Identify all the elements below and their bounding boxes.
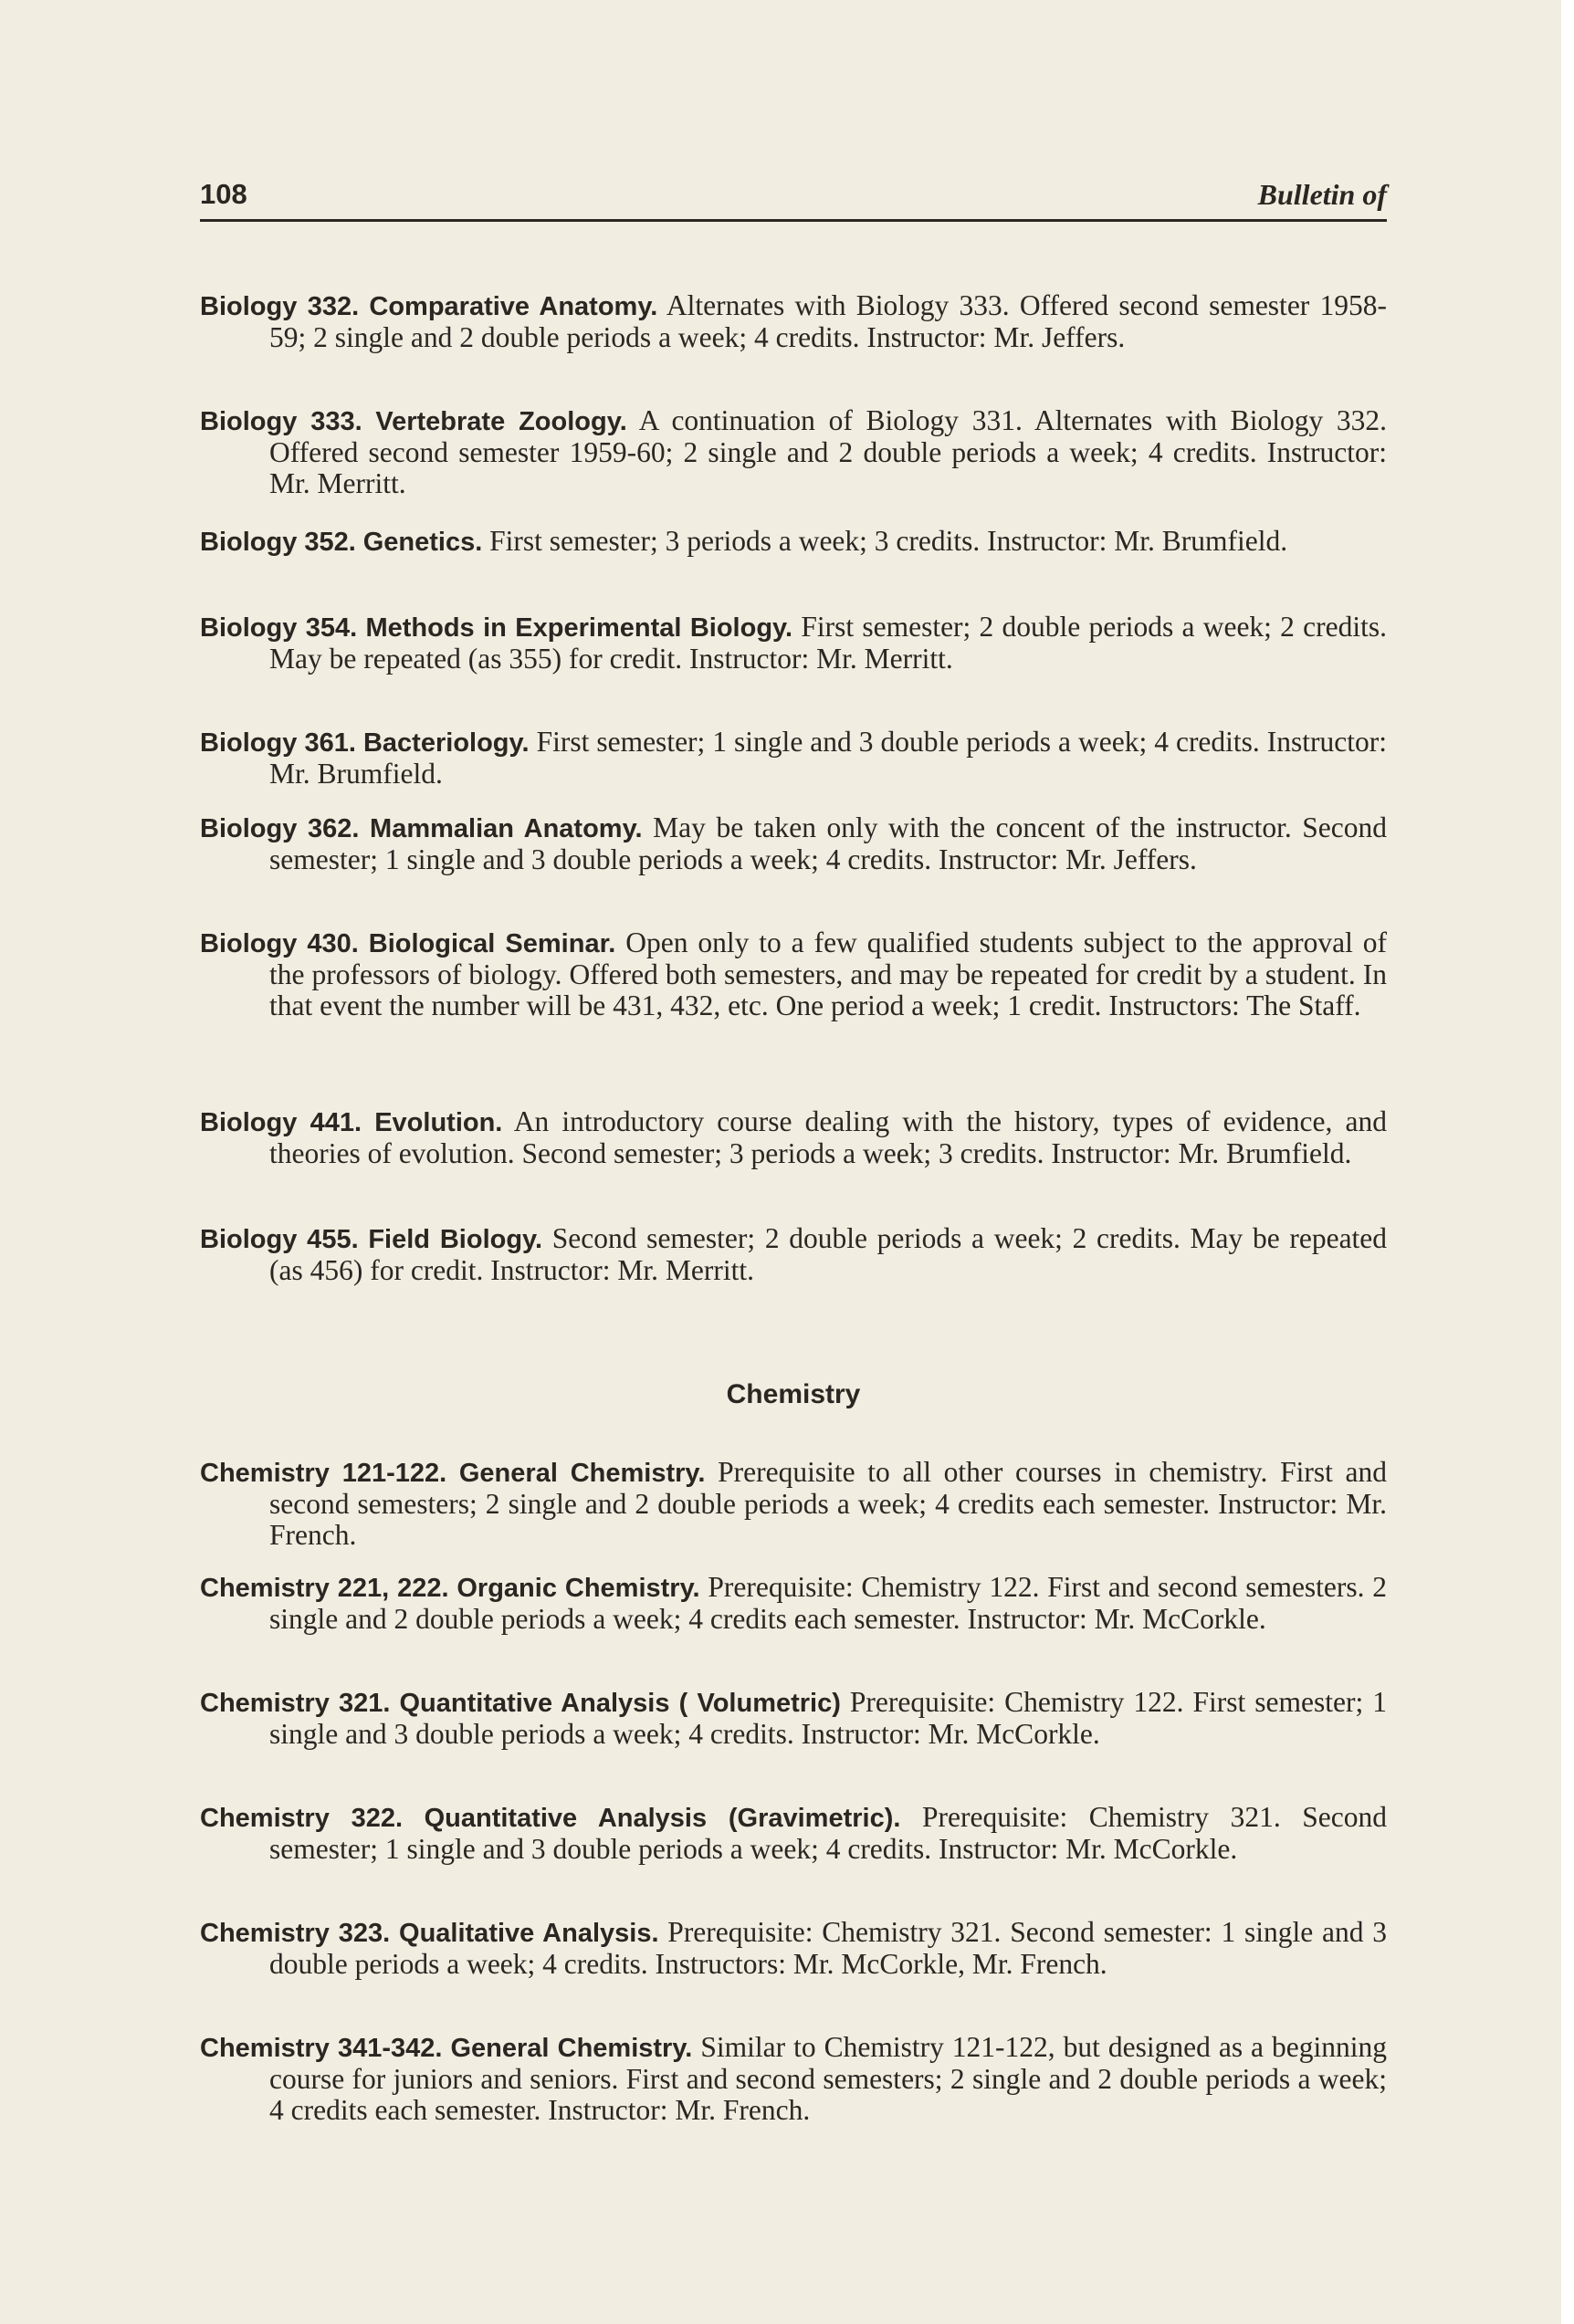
course-entry — [200, 612, 1387, 675]
course-title: Vertebrate Zoology. — [375, 407, 627, 436]
course-title: Mammalian Anatomy. — [370, 814, 643, 843]
course-title: Quantitative Analysis ( Volumetric) — [399, 1689, 841, 1718]
course-entry — [200, 405, 1387, 499]
course-description: Prerequisite to all other courses in chemistry. First and second semesters; 2 single and 2 double periods a week; 4 credits each semester. Instructor: Mr. French. — [269, 1456, 1388, 1551]
course-description: First semester; 2 double periods a week; 2 credits. May be repeated (as 355) for credit. Instructor: Mr. Merritt. — [269, 611, 1387, 675]
course-number: Chemistry 121-122. — [200, 1459, 447, 1488]
course-description: Prerequisite: Chemistry 321. Second semester: 1 single and 3 double periods a week; 4 credits. Instructors: Mr. McCorkle, Mr. French. — [269, 1916, 1387, 1980]
page-edge — [1561, 0, 1574, 2324]
course-number: Chemistry 221, 222. — [200, 1574, 449, 1603]
course-title: Methods in Experimental Biology. — [365, 613, 793, 643]
course-entry — [200, 1457, 1387, 1551]
section-heading-chemistry: Chemistry — [726, 1379, 861, 1409]
course-entry — [200, 1917, 1387, 1980]
course-title: Genetics. — [362, 528, 483, 557]
course-title: Organic Chemistry. — [456, 1574, 700, 1603]
course-number: Biology 333. — [200, 407, 362, 436]
course-entry — [200, 290, 1387, 353]
header-rule — [200, 219, 1387, 222]
course-description: Open only to a few qualified students subject to the approval of the professors of biology. Offered both semesters, and may be repeated for credit by a student. In that event the number will be 431, 432, etc. One period a week; 1 credit. Instructors: The Staff. — [269, 926, 1387, 1021]
course-entry — [200, 526, 1387, 558]
course-number: Biology 441. — [200, 1108, 362, 1137]
course-description: First semester; 1 single and 3 double periods a week; 4 credits. Instructor: Mr. Brumfield. — [269, 726, 1388, 790]
course-description: Prerequisite: Chemistry 122. First semester; 1 single and 3 double periods a week; 4 credits. Instructor: Mr. McCorkle. — [269, 1686, 1388, 1750]
course-title: Quantitative Analysis (Gravimetric). — [424, 1804, 901, 1833]
course-number: Biology 361. — [200, 728, 356, 758]
course-description: Prerequisite: Chemistry 122. First and second semesters. 2 single and 2 double periods a week; 4 credits each semester. Instructor: Mr. McCorkle. — [269, 1571, 1388, 1635]
course-description: A continuation of Biology 331. Alternates with Biology 332. Offered second semester 1959-60; 2 single and 2 double periods a week; 4 credits. Instructor: Mr. Merritt. — [269, 404, 1388, 499]
course-title: Bacteriology. — [362, 728, 530, 758]
course-number: Biology 430. — [200, 929, 359, 958]
course-number: Biology 362. — [200, 814, 360, 843]
course-entry — [200, 2032, 1387, 2126]
course-entry — [200, 1106, 1387, 1169]
course-entry — [200, 1687, 1387, 1750]
course-title: Field Biology. — [368, 1225, 543, 1254]
course-number: Biology 332. — [200, 292, 360, 321]
course-title: Evolution. — [374, 1108, 503, 1137]
course-description: Second semester; 2 double periods a week; 2 credits. May be repeated (as 456) for credit. Instructor: Mr. Merritt. — [269, 1222, 1388, 1286]
course-number: Biology 352. — [200, 528, 356, 557]
course-number: Chemistry 322. — [200, 1804, 404, 1833]
course-title: General Chemistry. — [458, 1459, 706, 1488]
course-title: Comparative Anatomy. — [369, 292, 658, 321]
course-number: Chemistry 321. — [200, 1689, 391, 1718]
course-description: An introductory course dealing with the history, types of evidence, and theories of evolution. Second semester; 3 periods a week; 3 credits. Instructor: Mr. Brumfield. — [269, 1105, 1387, 1169]
course-description: Alternates with Biology 333. Offered second semester 1958-59; 2 single and 2 double periods a week; 4 credits. Instructor: Mr. Jeffers. — [269, 289, 1387, 353]
course-entry — [200, 727, 1387, 790]
course-description: Similar to Chemistry 121-122, but designed as a beginning course for juniors and seniors. First and second semesters; 2 single and 2 double periods a week; 4 credits each semester. Instructor: Mr. French. — [269, 2031, 1388, 2126]
course-number: Biology 455. — [200, 1225, 359, 1254]
course-title: General Chemistry. — [450, 2034, 693, 2063]
course-number: Chemistry 341-342. — [200, 2034, 443, 2063]
course-title: Qualitative Analysis. — [399, 1919, 659, 1948]
course-entry — [200, 1223, 1387, 1286]
page-number: 108 — [200, 178, 247, 210]
course-entry — [200, 1572, 1387, 1635]
page-header — [200, 172, 1387, 217]
running-title: Bulletin of — [1257, 178, 1387, 211]
course-entry — [200, 812, 1387, 875]
course-number: Chemistry 323. — [200, 1919, 391, 1948]
course-number: Biology 354. — [200, 613, 358, 643]
course-entry — [200, 927, 1387, 1021]
course-entry — [200, 1802, 1387, 1865]
course-description: May be taken only with the concent of the instructor. Second semester; 1 single and 3 double periods a week; 4 credits. Instructor: Mr. Jeffers. — [269, 811, 1388, 875]
course-description: First semester; 3 periods a week; 3 credits. Instructor: Mr. Brumfield. — [489, 525, 1288, 557]
course-description: Prerequisite: Chemistry 321. Second semester; 1 single and 3 double periods a week; 4 credits. Instructor: Mr. McCorkle. — [269, 1801, 1387, 1865]
course-title: Biological Seminar. — [368, 929, 616, 958]
